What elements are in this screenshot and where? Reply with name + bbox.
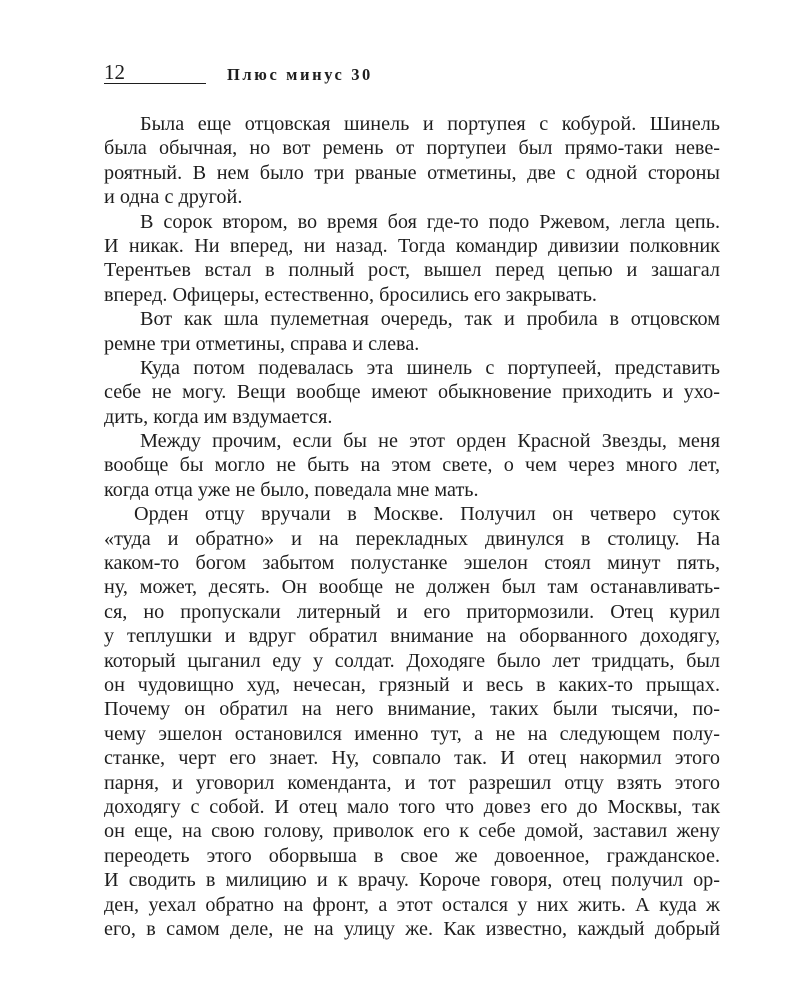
text-line: себе не могу. Вещи вообще имеют обыкновение приходить и ухо-: [104, 381, 720, 404]
text-line: В сорок втором, во время боя где-то подо Ржевом, легла цепь.: [140, 210, 720, 233]
text-line: который цыганил еду у солдат. Доходяге было лет тридцать, был: [104, 649, 720, 672]
text-line: у теплушки и вдруг обратил внимание на оборванного доходягу,: [104, 625, 720, 648]
text-line: ну, может, десять. Он вообще не должен был там останавливать-: [104, 576, 720, 599]
text-line: дить, когда им вздумается.: [104, 405, 333, 428]
text-line: И никак. Ни вперед, ни назад. Тогда командир дивизии полковник: [104, 234, 720, 257]
text-line: Вот как шла пулеметная очередь, так и пробила в отцовском: [140, 308, 720, 331]
body-text: [104, 112, 720, 941]
text-line: И сводить в милицию и к врачу. Короче говоря, отец получил ор-: [104, 869, 720, 892]
text-line: доходягу с собой. И отец мало того что довез его до Москвы, так: [104, 795, 720, 818]
text-line: ден, уехал обратно на фронт, а этот остался у них жить. А куда ж: [104, 893, 720, 916]
text-line: ремне три отметины, справа и слева.: [104, 332, 420, 355]
text-line: ся, но пропускали литерный и его притормозили. Отец курил: [104, 600, 720, 623]
text-line: роятный. В нем было три рваные отметины, две с одной стороны: [104, 161, 720, 184]
text-line: и одна с другой.: [104, 186, 243, 209]
header-rule: [104, 83, 206, 84]
text-line: он чудовищно худ, нечесан, грязный и весь в каких-то прыщах.: [104, 673, 720, 696]
text-line: переодеть этого оборвыша в свое же довоенное, гражданское.: [104, 844, 720, 867]
running-header: [104, 60, 724, 90]
text-line: Терентьев встал в полный рост, вышел перед цепью и зашагал: [104, 259, 720, 282]
text-line: Почему он обратил на него внимание, таких были тысячи, по-: [104, 698, 720, 721]
text-line: Орден отцу вручали в Москве. Получил он четверо суток: [134, 503, 720, 526]
text-line: каком-то богом забытом полустанке эшелон стоял минут пять,: [104, 552, 720, 575]
text-line: Куда потом подевалась эта шинель с портупеей, представить: [140, 356, 720, 379]
page-number: 12: [104, 60, 125, 84]
text-line: была обычная, но вот ремень от портупеи был прямо-таки неве-: [104, 137, 720, 160]
text-line: Была еще отцовская шинель и портупея с кобурой. Шинель: [140, 113, 720, 135]
running-title: Плюс минус 30: [227, 65, 373, 84]
text-line: он еще, на свою голову, приволок его к себе домой, заставил жену: [104, 820, 720, 843]
text-line: чему эшелон остановился именно тут, а не на следующем полу-: [104, 722, 720, 745]
text-line: станке, черт его знает. Ну, совпало так. И отец накормил этого: [104, 747, 720, 770]
text-line: Между прочим, если бы не этот орден Красной Звезды, меня: [140, 430, 720, 453]
text-line: когда отца уже не было, поведала мне мать.: [104, 478, 479, 501]
text-line: его, в самом деле, не на улицу же. Как известно, каждый добрый: [104, 917, 720, 940]
text-line: вообще бы могло не быть на этом свете, о чем через много лет,: [104, 454, 720, 477]
text-line: «туда и обратно» и на перекладных двинулся в столицу. На: [104, 527, 720, 550]
text-line: парня, и уговорил коменданта, и тот разрешил отцу взять этого: [104, 771, 720, 794]
text-line: вперед. Офицеры, естественно, бросились его закрывать.: [104, 283, 597, 306]
